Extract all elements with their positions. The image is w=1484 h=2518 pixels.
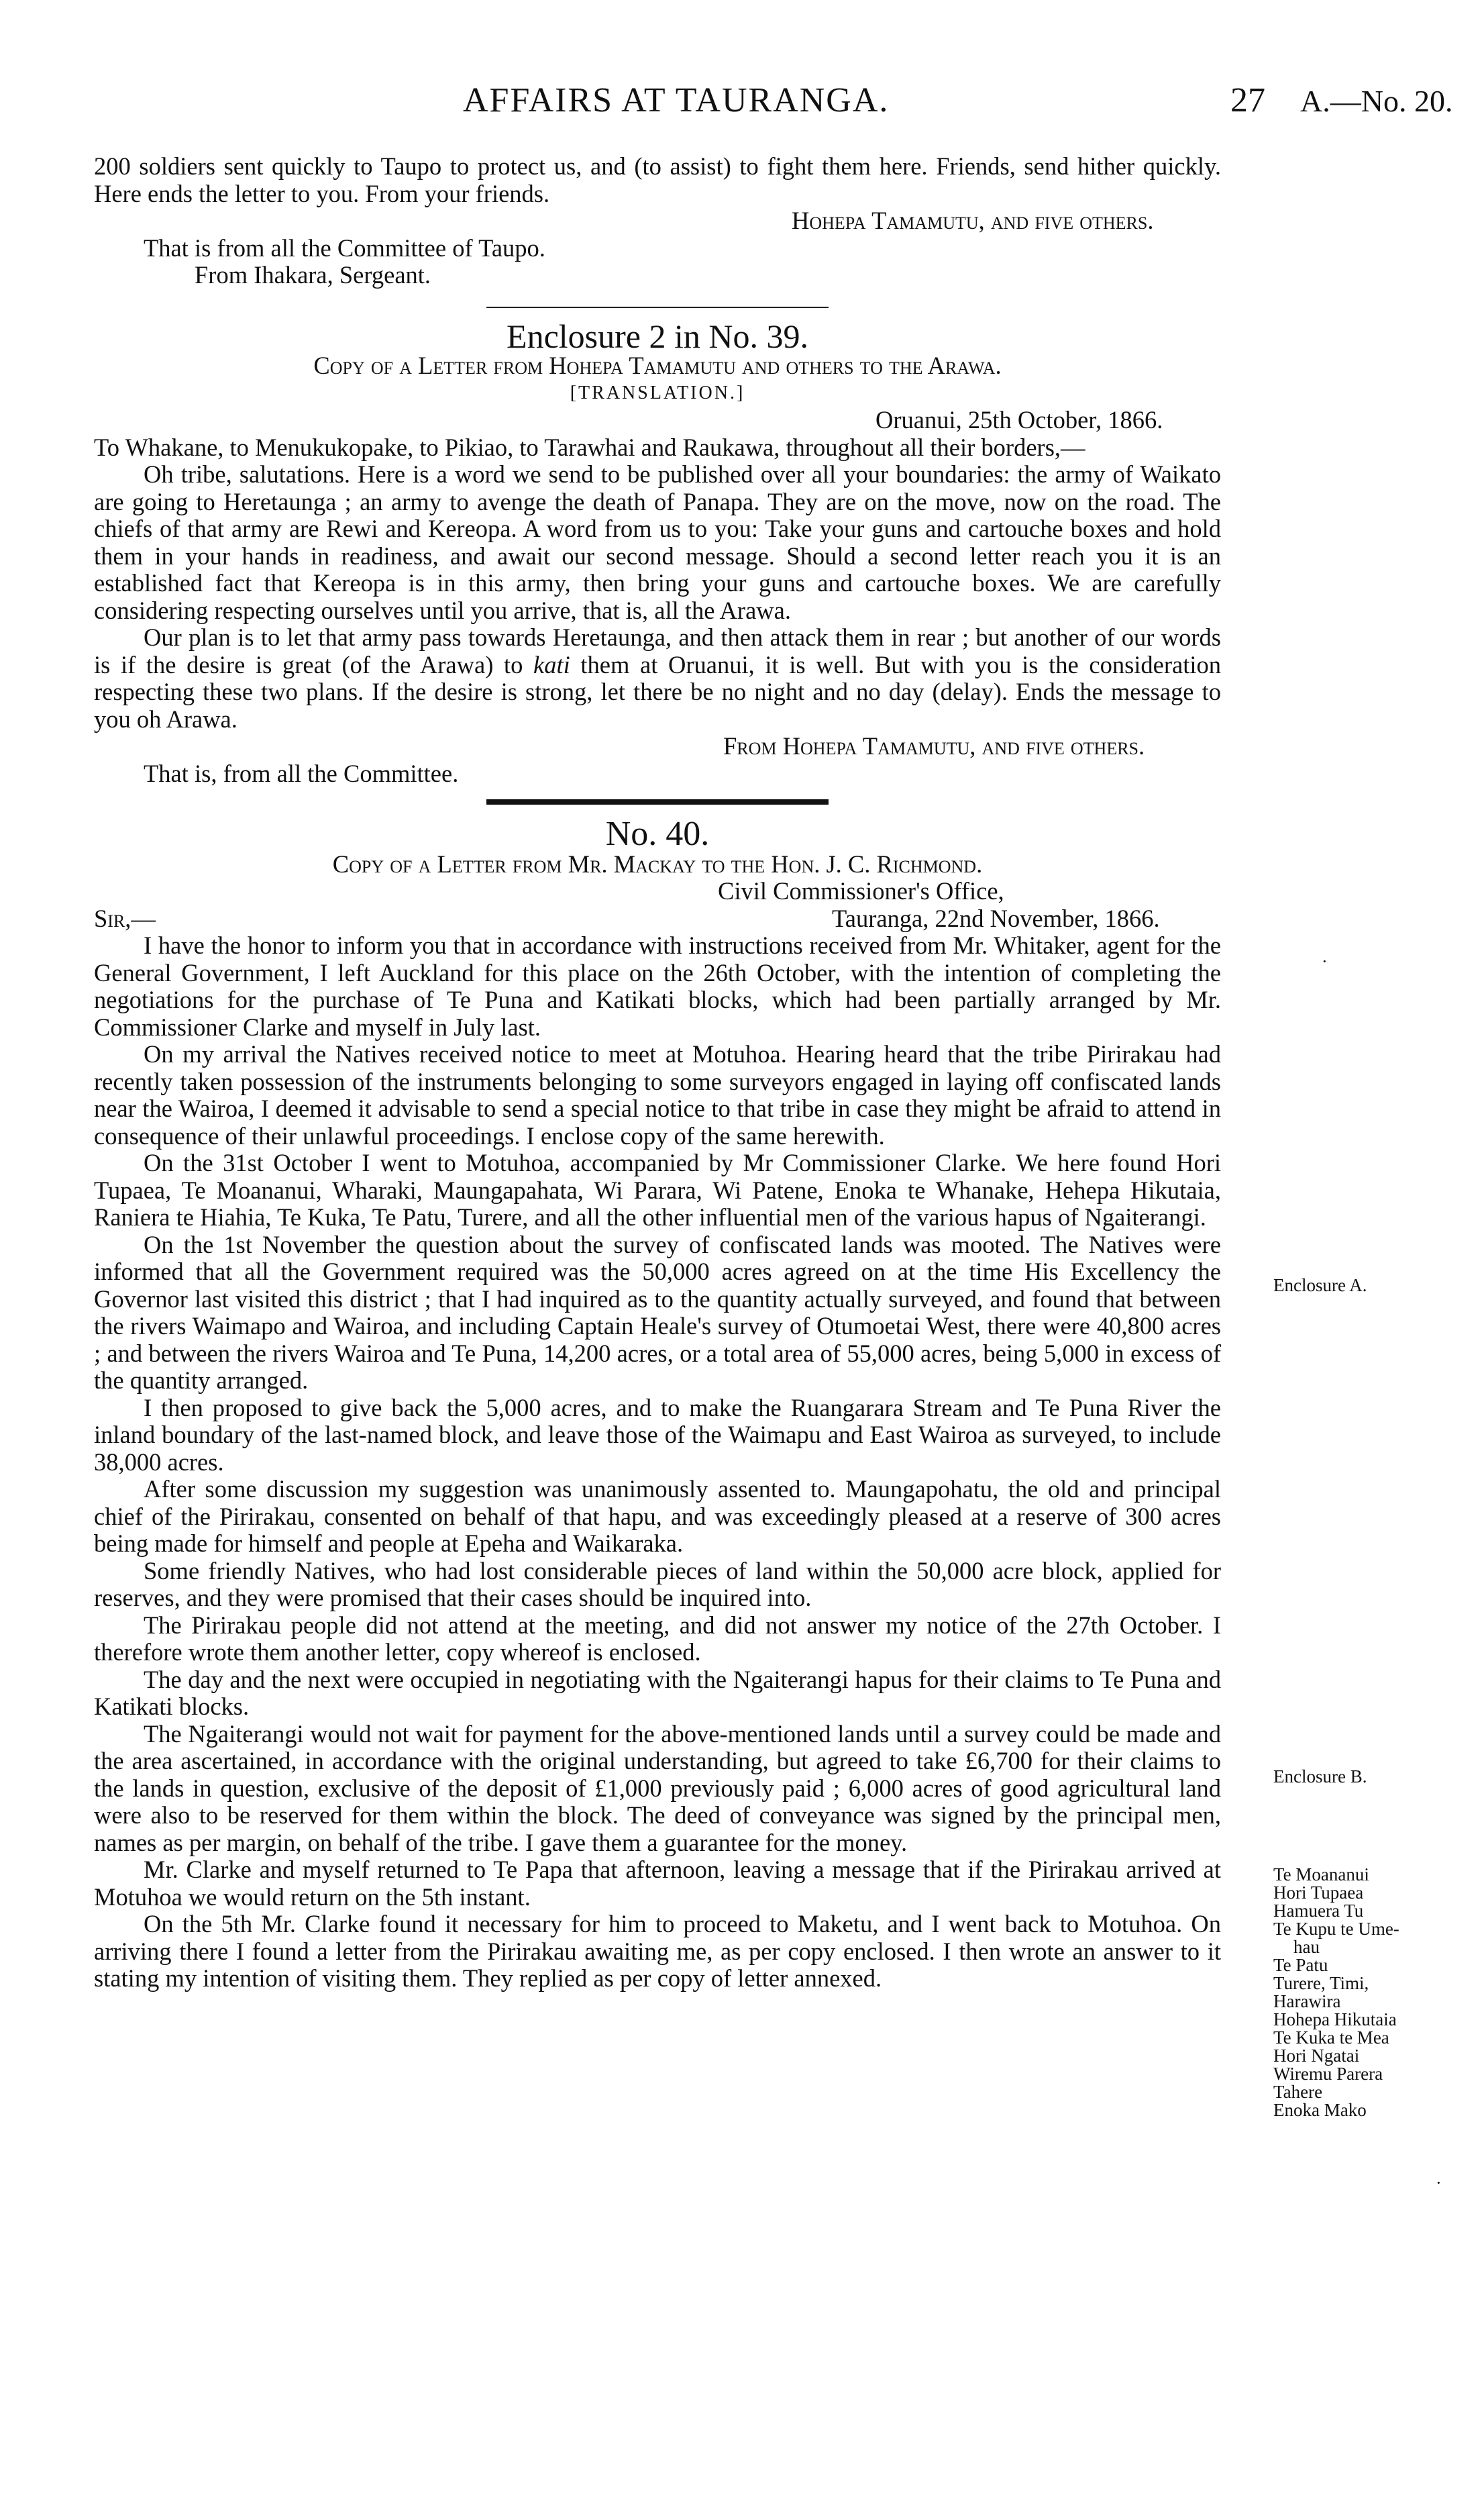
enclosure-committee: That is, from all the Committee.: [144, 759, 459, 787]
translation-label: [TRANSLATION.]: [570, 382, 745, 403]
letter-paragraph: The Pirirakau people did not attend at the meeting, and did not answer my notice of the 27th October. I therefore wrote them another letter, copy whereof is enclosed.: [94, 1611, 1221, 1666]
margin-signatories: [1273, 1866, 1475, 2119]
print-speck: ·: [1436, 2173, 1442, 2193]
enclosure-paragraph: Oh tribe, salutations. Here is a word we send to be published over all your boundaries: the army of Waikato are going to Heretaunga ; an army to avenge the death of Panapa. They are on the move, now on the road. The chiefs of that army are Rewi and Kereopa. A word from us to you: Take your guns and cartouche boxes and hold them in your hands in readiness, and await our second message. Should a second letter reach you it is an established fact that Kereopa is in this army, then bring your guns and cartouche boxes. We are carefully considering respecting ourselves until you arrive, that is, all the Arawa.: [94, 460, 1221, 624]
letter-place-date: Tauranga, 22nd November, 1866.: [832, 904, 1160, 932]
margin-enclosure-b: Enclosure B.: [1273, 1766, 1367, 1786]
letter-paragraph: I then proposed to give back the 5,000 acres, and to make the Ruangarara Stream and Te Puna River the inland boundary of the last-named block, and leave those of the Waimapu and East Wairoa as surveyed, to include 38,000 acres.: [94, 1393, 1221, 1476]
running-header: [0, 81, 1484, 134]
header-title: AFFAIRS AT TAURANGA.: [463, 81, 890, 119]
margin-name: Te Kuka te Mea: [1273, 2027, 1389, 2048]
enclosure-paragraph: Our plan is to let that army pass towards Heretaunga, and then attack them in rear ; but another of our words is if the desire is great (of the Arawa) to kati them at Oruanui, it is well. But with you is the consideration respecting these two plans. If the desire is strong, let there be no night and no day (delay). Ends the message to you oh Arawa.: [94, 623, 1221, 733]
margin-name: Hori Tupaea: [1273, 1882, 1364, 1903]
margin-name: Harawira: [1273, 1991, 1341, 2011]
letter-paragraph: I have the honor to inform you that in accordance with instructions received from Mr. Whitaker, agent for the General Government, I left Auckland for this place on the 26th October, with the intention of completing the negotiations for the purchase of Te Puna and Katikati blocks, which had been partially arranged by Mr. Commissioner Clarke and myself in July last.: [94, 931, 1221, 1041]
letter-paragraph: On the 1st November the question about the survey of confiscated lands was mooted. The Natives were informed that all the Government required was the 50,000 acres agreed on at the time His Excellency the Governor last visited this district ; that I had inquired as to the quantity actually surveyed, and found that between the rivers Waimapo and Wairoa, and including Captain Heale's survey of Otumoetai West, there were 40,800 acres ; and between the rivers Wairoa and Te Puna, 14,200 acres, or a total area of 55,000 acres, being 5,000 in excess of the quantity arranged.: [94, 1230, 1221, 1394]
margin-name: hau: [1293, 1937, 1320, 1957]
enclosure-address: To Whakane, to Menukukopake, to Pikiao, to Tarawhai and Raukawa, throughout all their borders,—: [94, 433, 1085, 461]
margin-enclosure-a: Enclosure A.: [1273, 1275, 1367, 1295]
margin-name: Te Moananui: [1273, 1864, 1369, 1884]
letter-paragraph: The day and the next were occupied in negotiating with the Ngaiterangi hapus for their claims to Te Puna and Katikati blocks.: [94, 1665, 1221, 1720]
margin-name: Tahere: [1273, 2082, 1323, 2102]
paper-reference: A.—No. 20.: [1300, 84, 1453, 118]
margin-name: Hori Ngatai: [1273, 2046, 1360, 2066]
opening-paragraph: 200 soldiers sent quickly to Taupo to protect us, and (to assist) to fight them here. Friends, send hither quickly. Here ends the letter to you. From your friends.: [94, 152, 1221, 207]
letter-paragraph: On the 5th Mr. Clarke found it necessary for him to proceed to Maketu, and I went back to Motuhoa. On arriving there I found a letter from the Pirirakau awaiting me, as per copy enclosed. I then wrote an answer to it stating my intention of visiting them. They replied as per copy of letter annexed.: [94, 1910, 1221, 1992]
enclosure-subtitle: Copy of a Letter from Hohepa Tamamutu and others to the Arawa.: [313, 352, 1002, 379]
print-speck: ·: [1322, 952, 1328, 971]
letter-subtitle: Copy of a Letter from Mr. Mackay to the Hon. J. C. Richmond.: [332, 850, 983, 878]
enclosure-place-date: Oruanui, 25th October, 1866.: [876, 406, 1163, 434]
opening-signature: Hohepa Tamamutu, and five others.: [792, 207, 1154, 234]
letter-paragraph: On the 31st October I went to Motuhoa, accompanied by Mr Commissioner Clarke. We here found Hori Tupaea, Te Moananui, Wharaki, Maungapahata, Wi Parara, Wi Patene, Enoka te Whanake, Hehepa Hikutaia, Raniera te Hiahia, Te Kuka, Te Patu, Turere, and all the other influential men of the various hapus of Ngaiterangi.: [94, 1149, 1221, 1231]
margin-name: Turere, Timi,: [1273, 1973, 1369, 1993]
margin-name: Te Kupu te Ume-: [1273, 1919, 1399, 1939]
letter-paragraph: The Ngaiterangi would not wait for payment for the above-mentioned lands until a survey could be made and the area ascertained, in accordance with the original understanding, but agreed to take £6,700 for their claims to the lands in question, exclusive of the deposit of £1,000 previously paid ; 6,000 acres of good agricultural land were also to be reserved for them within the block. The deed of conveyance was signed by the principal men, names as per margin, on behalf of the tribe. I gave them a guarantee for the money.: [94, 1719, 1221, 1856]
letter-number-title: No. 40.: [605, 815, 710, 853]
opening-from: From Ihakara, Sergeant.: [195, 261, 431, 289]
margin-name: Hamuera Tu: [1273, 1901, 1364, 1921]
opening-committee: That is from all the Committee of Taupo.: [144, 234, 545, 262]
enclosure-signature: From Hohepa Tamamutu, and five others.: [723, 732, 1145, 760]
margin-name: Enoka Mako: [1273, 2100, 1367, 2120]
letter-paragraph: Some friendly Natives, who had lost considerable pieces of land within the 50,000 acre block, applied for reserves, and they were promised that their cases should be inquired into.: [94, 1556, 1221, 1611]
section-divider-thick: [486, 799, 829, 805]
letter-paragraph: After some discussion my suggestion was unanimously assented to. Maungapohatu, the old and principal chief of the Pirirakau, consented on behalf of that hapu, and was exceedingly pleased at a reserve of 300 acres being made for himself and people at Epeha and Waikaraka.: [94, 1475, 1221, 1557]
section-divider: [486, 307, 829, 308]
document-body: [94, 153, 1221, 1993]
letter-paragraph: On my arrival the Natives received notice to meet at Motuhoa. Hearing heard that the tribe Pirirakau had recently taken possession of the instruments belonging to some surveyors engaged in laying off confiscated lands near the Wairoa, I deemed it advisable to send a special notice to that tribe in case they might be afraid to attend in consequence of their unlawful proceedings. I enclose copy of the same herewith.: [94, 1040, 1221, 1150]
page-number: 27: [1230, 81, 1265, 119]
margin-name: Hohepa Hikutaia: [1273, 2009, 1397, 2029]
margin-name: Wiremu Parera: [1273, 2064, 1383, 2084]
letter-office: Civil Commissioner's Office,: [718, 877, 1004, 905]
letter-paragraph: Mr. Clarke and myself returned to Te Papa that afternoon, leaving a message that if the Pirirakau arrived at Motuhoa we would return on the 5th instant.: [94, 1856, 1221, 1911]
margin-name: Te Patu: [1273, 1955, 1328, 1975]
salutation-line: [94, 905, 1221, 933]
salutation: Sir,—: [94, 904, 156, 932]
enclosure-title: Enclosure 2 in No. 39.: [507, 317, 808, 355]
